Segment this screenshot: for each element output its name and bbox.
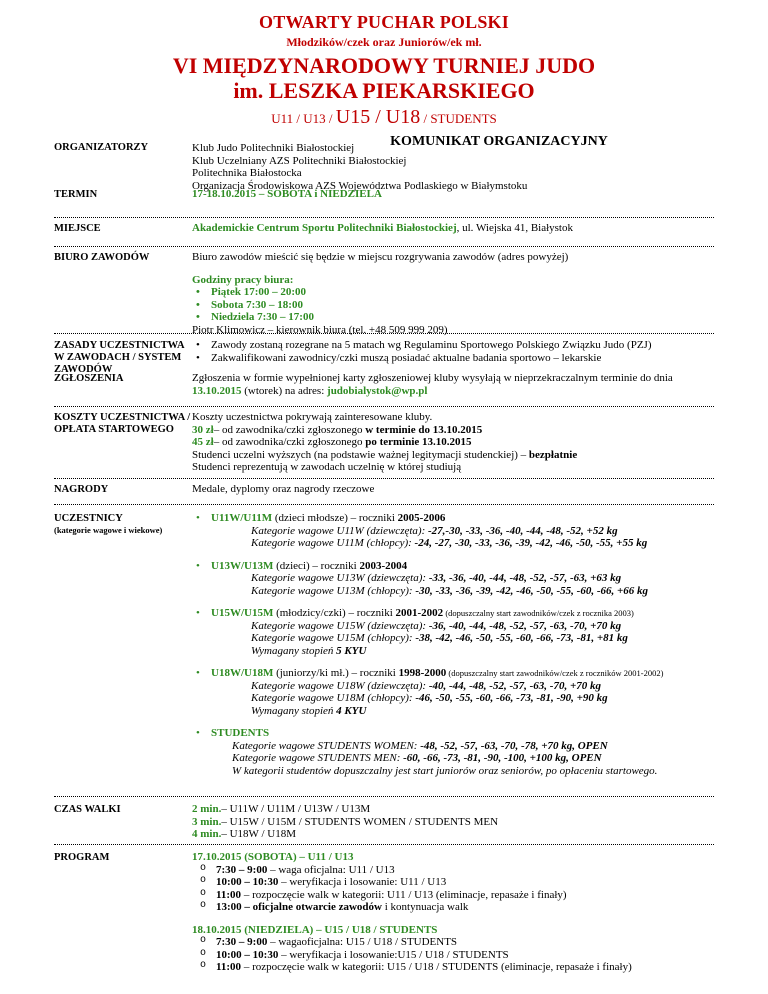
row-program: [54, 845, 714, 974]
row-label: BIURO ZAWODÓW: [54, 252, 150, 263]
fight-time-line: [192, 816, 714, 829]
weights-prefix: Kategorie wagowe U13M (chłopcy):: [251, 584, 416, 597]
age-categories: [0, 107, 768, 129]
organizer-line: Klub Judo Politechniki Białostockiej: [192, 142, 355, 154]
schedule-text: – weryfikacja i losowanie: U11 / U13: [278, 876, 447, 888]
participants-categories: [191, 512, 714, 796]
event-title: OTWARTY PUCHAR POLSKI: [259, 12, 509, 32]
required-grade: [211, 705, 714, 718]
category-code: U18W/U18M: [211, 667, 274, 679]
row-nagrody: [54, 479, 714, 505]
tournament-title: VI MIĘDZYNARODOWY TURNIEJ JUDO: [172, 53, 596, 78]
office-location: Biuro zawodów mieścić się będzie w miejscu rozgrywania zawodów (adres powyżej): [192, 251, 569, 263]
fee-amount: 30 zł: [192, 423, 214, 436]
organizer-line: Klub Uczelniany AZS Politechniki Białostockiej: [192, 154, 407, 167]
schedule-text: – rozpoczęcie walk w kategorii: U15 / U18 / STUDENTS (eliminacje, repasaże i finały): [241, 961, 632, 973]
fee-amount: 45 zł: [192, 436, 214, 448]
categories-list: [192, 512, 714, 717]
row-label: TERMIN: [54, 189, 98, 200]
weights-values: -36, -40, -44, -48, -52, -57, -63, -70, +70 kg: [428, 619, 622, 632]
fight-time: 2 min.: [192, 803, 222, 815]
students-men: [211, 752, 714, 765]
office-hours-item: • Niedziela 7:30 – 17:00: [192, 311, 714, 324]
day2-schedule: [192, 936, 714, 974]
fees-info: [191, 411, 714, 478]
weight-line: [211, 632, 714, 645]
rules-list: [192, 339, 714, 364]
schedule-item: [192, 901, 714, 914]
registration-info: [191, 372, 714, 406]
row-label: NAGRODY: [54, 484, 109, 495]
weights-prefix: Kategorie wagowe U11W (dziewczęta):: [251, 524, 428, 537]
category-years: 2001-2002: [395, 607, 444, 619]
office-info: [191, 251, 714, 336]
weight-line: [211, 537, 714, 550]
category-desc: (dzieci) – roczniki: [273, 559, 360, 572]
fight-time: 4 min.: [192, 828, 222, 840]
organizers-list: [191, 142, 714, 192]
info-table: [54, 142, 714, 974]
weights-values: -46, -50, -55, -60, -66, -73, -81, -90, +90 kg: [415, 692, 608, 704]
schedule-text: i kontynuacja walk: [381, 901, 469, 913]
weights-values: -24, -27, -30, -33, -36, -39, -42, -46, -50, -55, +55 kg: [414, 537, 648, 549]
registration-deadline: 13.10.2015: [192, 384, 242, 397]
weights-values: -48, -52, -57, -63, -70, -78, +70 kg, OPEN: [420, 739, 608, 752]
fight-time-cats: – U15W / U15M / STUDENTS WOMEN / STUDENTS MEN: [221, 815, 499, 828]
organizer-line: Organizacja Środowiskowa AZS Województwa Podlaskiego w Białymstoku: [192, 179, 528, 192]
weights-values: -30, -33, -36, -39, -42, -46, -50, -55, -60, -66, +66 kg: [415, 584, 649, 597]
schedule-item: [192, 949, 714, 962]
office-manager: Piotr Klimowicz – kierownik biura (tel. +48 509 999 209): [192, 323, 448, 336]
weights-prefix: Kategorie wagowe STUDENTS WOMEN:: [232, 739, 421, 752]
schedule-time: 10:00 – 10:30: [216, 948, 279, 961]
students-note: Studenci reprezentują w zawodach uczelnię w której studiują: [192, 461, 462, 473]
fight-time: 3 min.: [192, 815, 222, 828]
students-item: [192, 727, 714, 777]
weights-prefix: Kategorie wagowe U15M (chłopcy):: [251, 632, 416, 644]
weight-line: [211, 620, 714, 633]
schedule-time: 7:30 – 9:00: [216, 863, 268, 876]
fight-time-line: [192, 828, 714, 841]
row-miejsce: [54, 218, 714, 247]
categories-main: U15 / U18: [335, 106, 421, 128]
category-desc: (młodzicy/czki) – roczniki: [273, 607, 396, 619]
category-code: U13W/U13M: [211, 559, 274, 572]
participants-sublabel: (kategorie wagowe i wiekowe): [54, 525, 163, 535]
weight-line: [211, 692, 714, 705]
schedule-item: [192, 864, 714, 877]
schedule-item: [192, 936, 714, 949]
students-women: [211, 740, 714, 753]
organizer-line: Politechnika Białostocka: [192, 167, 302, 179]
row-uczestnicy: [54, 505, 714, 797]
category-item: [192, 607, 714, 657]
event-dates: 17-18.10.2015 – SOBOTA i NIEDZIELA: [192, 188, 382, 200]
students-fee-text: Studenci uczelni wyższych (na podstawie ważnej legitymacji studenckiej) –: [192, 448, 529, 461]
students-fee-free: bezpłatnie: [528, 448, 578, 461]
students-note: W kategorii studentów dopuszczalny jest start juniorów oraz seniorów, po opłaceniu startowego.: [232, 764, 658, 777]
row-label: ZASADY UCZESTNICTWA W ZAWODACH / SYSTEM ZAWODÓW: [54, 340, 185, 375]
document-header: [0, 0, 768, 129]
office-hours-item: • Piątek 17:00 – 20:00: [192, 286, 714, 299]
komunikat-heading: KOMUNIKAT ORGANIZACYJNY: [390, 134, 608, 149]
row-organizatorzy: [54, 142, 714, 192]
fees-line: Koszty uczestnictwa pokrywają zainteresowane kluby.: [192, 411, 433, 423]
fee-deadline: w terminie do 13.10.2015: [365, 423, 483, 436]
tournament-patron: im. LESZKA PIEKARSKIEGO: [233, 78, 535, 103]
office-hours-title: Godziny pracy biura:: [192, 273, 294, 286]
fee-early: [192, 424, 714, 437]
schedule-time: 11:00: [216, 961, 242, 973]
fight-time-cats: – U11W / U11M / U13W / U13M: [221, 803, 371, 815]
fee-late: [192, 436, 714, 449]
day1-heading: 17.10.2015 (SOBOTA) – U11 / U13: [192, 851, 354, 863]
category-heading: [211, 560, 714, 573]
required-grade: [211, 645, 714, 658]
row-label: ZGŁOSZENIA: [54, 373, 124, 384]
event-subtitle: Młodzików/czek oraz Juniorów/ek mł.: [286, 35, 482, 49]
category-heading: [211, 512, 714, 525]
schedule-time: 7:30 – 9:00: [216, 936, 268, 948]
weights-prefix: Kategorie wagowe U18W (dziewczęta):: [251, 679, 429, 692]
weights-values: -27,-30, -33, -36, -40, -44, -48, -52, +52 kg: [428, 524, 618, 537]
fee-text: – od zawodnika/czki zgłoszonego: [213, 423, 366, 436]
participants-label: UCZESTNICY: [54, 513, 123, 524]
category-item: [192, 667, 714, 717]
schedule-time: 10:00 – 10:30: [216, 876, 279, 888]
category-code: U11W/U11M: [211, 512, 273, 524]
awards: Medale, dyplomy oraz nagrody rzeczowe: [192, 483, 375, 495]
students-code: • STUDENTS: [211, 727, 270, 739]
venue-address: , ul. Wiejska 41, Białystok: [456, 222, 573, 234]
row-label: KOSZTY UCZESTNICTWA / OPŁATA STARTOWEGO: [54, 412, 191, 435]
schedule-item: [192, 876, 714, 889]
category-years: 1998-2000: [398, 667, 447, 679]
weights-prefix: Kategorie wagowe STUDENTS MEN:: [232, 752, 404, 764]
registration-email[interactable]: judobialystok@wp.pl: [327, 384, 428, 397]
row-zasady: [54, 334, 714, 375]
grade-prefix: Wymagany stopień: [251, 704, 337, 717]
category-desc: (dzieci młodsze) – roczniki: [272, 512, 398, 524]
row-label: PROGRAM: [54, 852, 110, 863]
category-note: (dopuszczalny start zawodników/czek z rocznika 2003): [443, 608, 634, 618]
category-heading: [211, 667, 714, 680]
grade-value: 5 KYU: [336, 644, 367, 657]
registration-text: Zgłoszenia w formie wypełnionej karty zgłoszeniowej kluby wysyłają w nieprzekraczalnym terminie do dnia: [192, 372, 673, 384]
day2-heading: 18.10.2015 (NIEDZIELA) – U15 / U18 / STUDENTS: [192, 923, 438, 936]
row-label: [54, 512, 191, 796]
category-years: 2005-2006: [397, 512, 446, 524]
categories-small: U11 / U13 /: [271, 111, 333, 126]
category-years: 2003-2004: [359, 559, 408, 572]
row-czas: [54, 797, 714, 845]
weights-values: -60, -66, -73, -81, -90, -100, +100 kg, OPEN: [403, 752, 602, 764]
schedule-text: – rozpoczęcie walk w kategorii: U11 / U13 (eliminacje, repasaże i finały): [241, 888, 567, 901]
weight-line: [211, 572, 714, 585]
schedule-time: 11:00: [216, 888, 242, 901]
weights-prefix: Kategorie wagowe U11M (chłopcy):: [251, 537, 415, 549]
category-item: [192, 560, 714, 598]
schedule-item: [192, 961, 714, 974]
rules: [191, 339, 714, 372]
registration-mid: (wtorek) na adres:: [241, 384, 328, 397]
row-biuro: [54, 247, 714, 334]
weights-values: -38, -42, -46, -50, -55, -60, -66, -73, -81, +81 kg: [415, 632, 628, 644]
schedule-text: – waga oficjalna: U11 / U13: [267, 863, 395, 876]
rule-item: • Zakwalifikowani zawodnicy/czki muszą posiadać aktualne badania sportowo – lekarskie: [192, 352, 714, 365]
students-fee: [192, 449, 714, 462]
category-desc: (juniorzy/ki mł.) – roczniki: [273, 667, 399, 679]
category-note: (dopuszczalny start zawodników/czek z roczników 2001-2002): [446, 668, 664, 678]
schedule-time: 13:00 – oficjalne otwarcie zawodów: [216, 901, 382, 913]
categories-students: / STUDENTS: [423, 111, 497, 126]
fight-times: [191, 803, 714, 844]
category-heading: [211, 607, 714, 620]
weight-line: [211, 680, 714, 693]
schedule-text: – wagaoficjalna: U15 / U18 / STUDENTS: [267, 936, 458, 948]
grade-value: 4 KYU: [336, 704, 367, 717]
schedule-item: [192, 889, 714, 902]
row-zgloszenia: [54, 372, 714, 407]
weight-line: [211, 525, 714, 538]
program-schedule: [191, 851, 714, 974]
day1-schedule: [192, 864, 714, 914]
fee-text: – od zawodnika/czki zgłoszonego: [213, 436, 366, 448]
schedule-text: – weryfikacja i losowanie:U15 / U18 / STUDENTS: [278, 948, 509, 961]
weights-prefix: Kategorie wagowe U18M (chłopcy):: [251, 692, 416, 704]
weights-prefix: Kategorie wagowe U15W (dziewczęta):: [251, 619, 429, 632]
office-hours-item: • Sobota 7:30 – 18:00: [192, 299, 714, 312]
weights-values: -40, -44, -48, -52, -57, -63, -70, +70 kg: [428, 679, 601, 692]
row-termin: [54, 188, 714, 218]
grade-prefix: Wymagany stopień: [251, 644, 337, 657]
fight-time-line: [192, 803, 714, 816]
row-label: ORGANIZATORZY: [54, 142, 149, 153]
row-label: CZAS WALKI: [54, 804, 121, 815]
weights-values: -33, -36, -40, -44, -48, -52, -57, -63, +63 kg: [428, 572, 622, 584]
rule-item: • Zawody zostaną rozegrane na 5 matach wg Regulaminu Sportowego Polskiego Związku Judo (PZJ): [192, 339, 714, 352]
office-hours-list: [192, 286, 714, 324]
category-item: [192, 512, 714, 550]
row-koszty: [54, 407, 714, 479]
row-label: MIEJSCE: [54, 223, 101, 234]
venue: [191, 222, 714, 246]
fee-deadline: po terminie 13.10.2015: [365, 436, 472, 448]
weights-prefix: Kategorie wagowe U13W (dziewczęta):: [251, 572, 429, 584]
students-category: [192, 727, 714, 777]
weight-line: [211, 585, 714, 598]
category-code: U15W/U15M: [211, 607, 274, 619]
venue-name: Akademickie Centrum Sportu Politechniki Białostockiej: [192, 222, 457, 234]
fight-time-cats: – U18W / U18M: [221, 828, 297, 840]
